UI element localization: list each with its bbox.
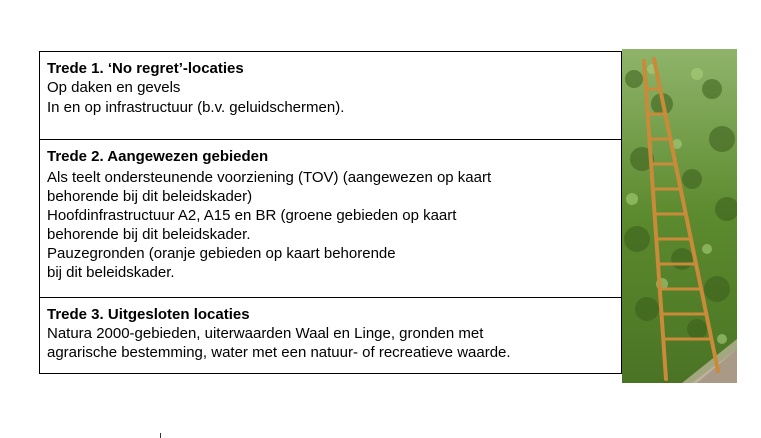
trede-1-line: Op daken en gevels xyxy=(47,79,181,96)
trede-2-line: Als teelt ondersteunende voorziening (TOV) (aangewezen op kaart xyxy=(47,169,492,186)
trede-row-2 xyxy=(40,140,621,298)
trede-2-line: Hoofdinfrastructuur A2, A15 en BR (groene gebieden op kaart xyxy=(47,207,457,224)
trede-table xyxy=(39,51,622,374)
ladder-illustration xyxy=(622,49,737,383)
trede-2-line: behorende bij dit beleidskader. xyxy=(47,226,251,243)
trede-2-title: Trede 2. Aangewezen gebieden xyxy=(47,148,269,165)
trede-1-line: In en op infrastructuur (b.v. geluidschermen). xyxy=(47,99,345,116)
trede-2-line: behorende bij dit beleidskader) xyxy=(47,188,253,205)
trede-row-1 xyxy=(40,52,621,140)
trede-3-line: Natura 2000-gebieden, uiterwaarden Waal en Linge, gronden met xyxy=(47,325,484,342)
trede-2-line: Pauzegronden (oranje gebieden op kaart behorende xyxy=(47,245,396,262)
ladder-photo xyxy=(622,49,737,383)
trede-3-line: agrarische bestemming, water met een natuur- of recreatieve waarde. xyxy=(47,344,511,361)
trede-2-line: bij dit beleidskader. xyxy=(47,264,175,281)
trede-1-title: Trede 1. ‘No regret’-locaties xyxy=(47,60,244,77)
trede-3-title: Trede 3. Uitgesloten locaties xyxy=(47,306,250,323)
trede-row-3 xyxy=(40,298,621,374)
text-cursor-mark xyxy=(160,433,161,438)
